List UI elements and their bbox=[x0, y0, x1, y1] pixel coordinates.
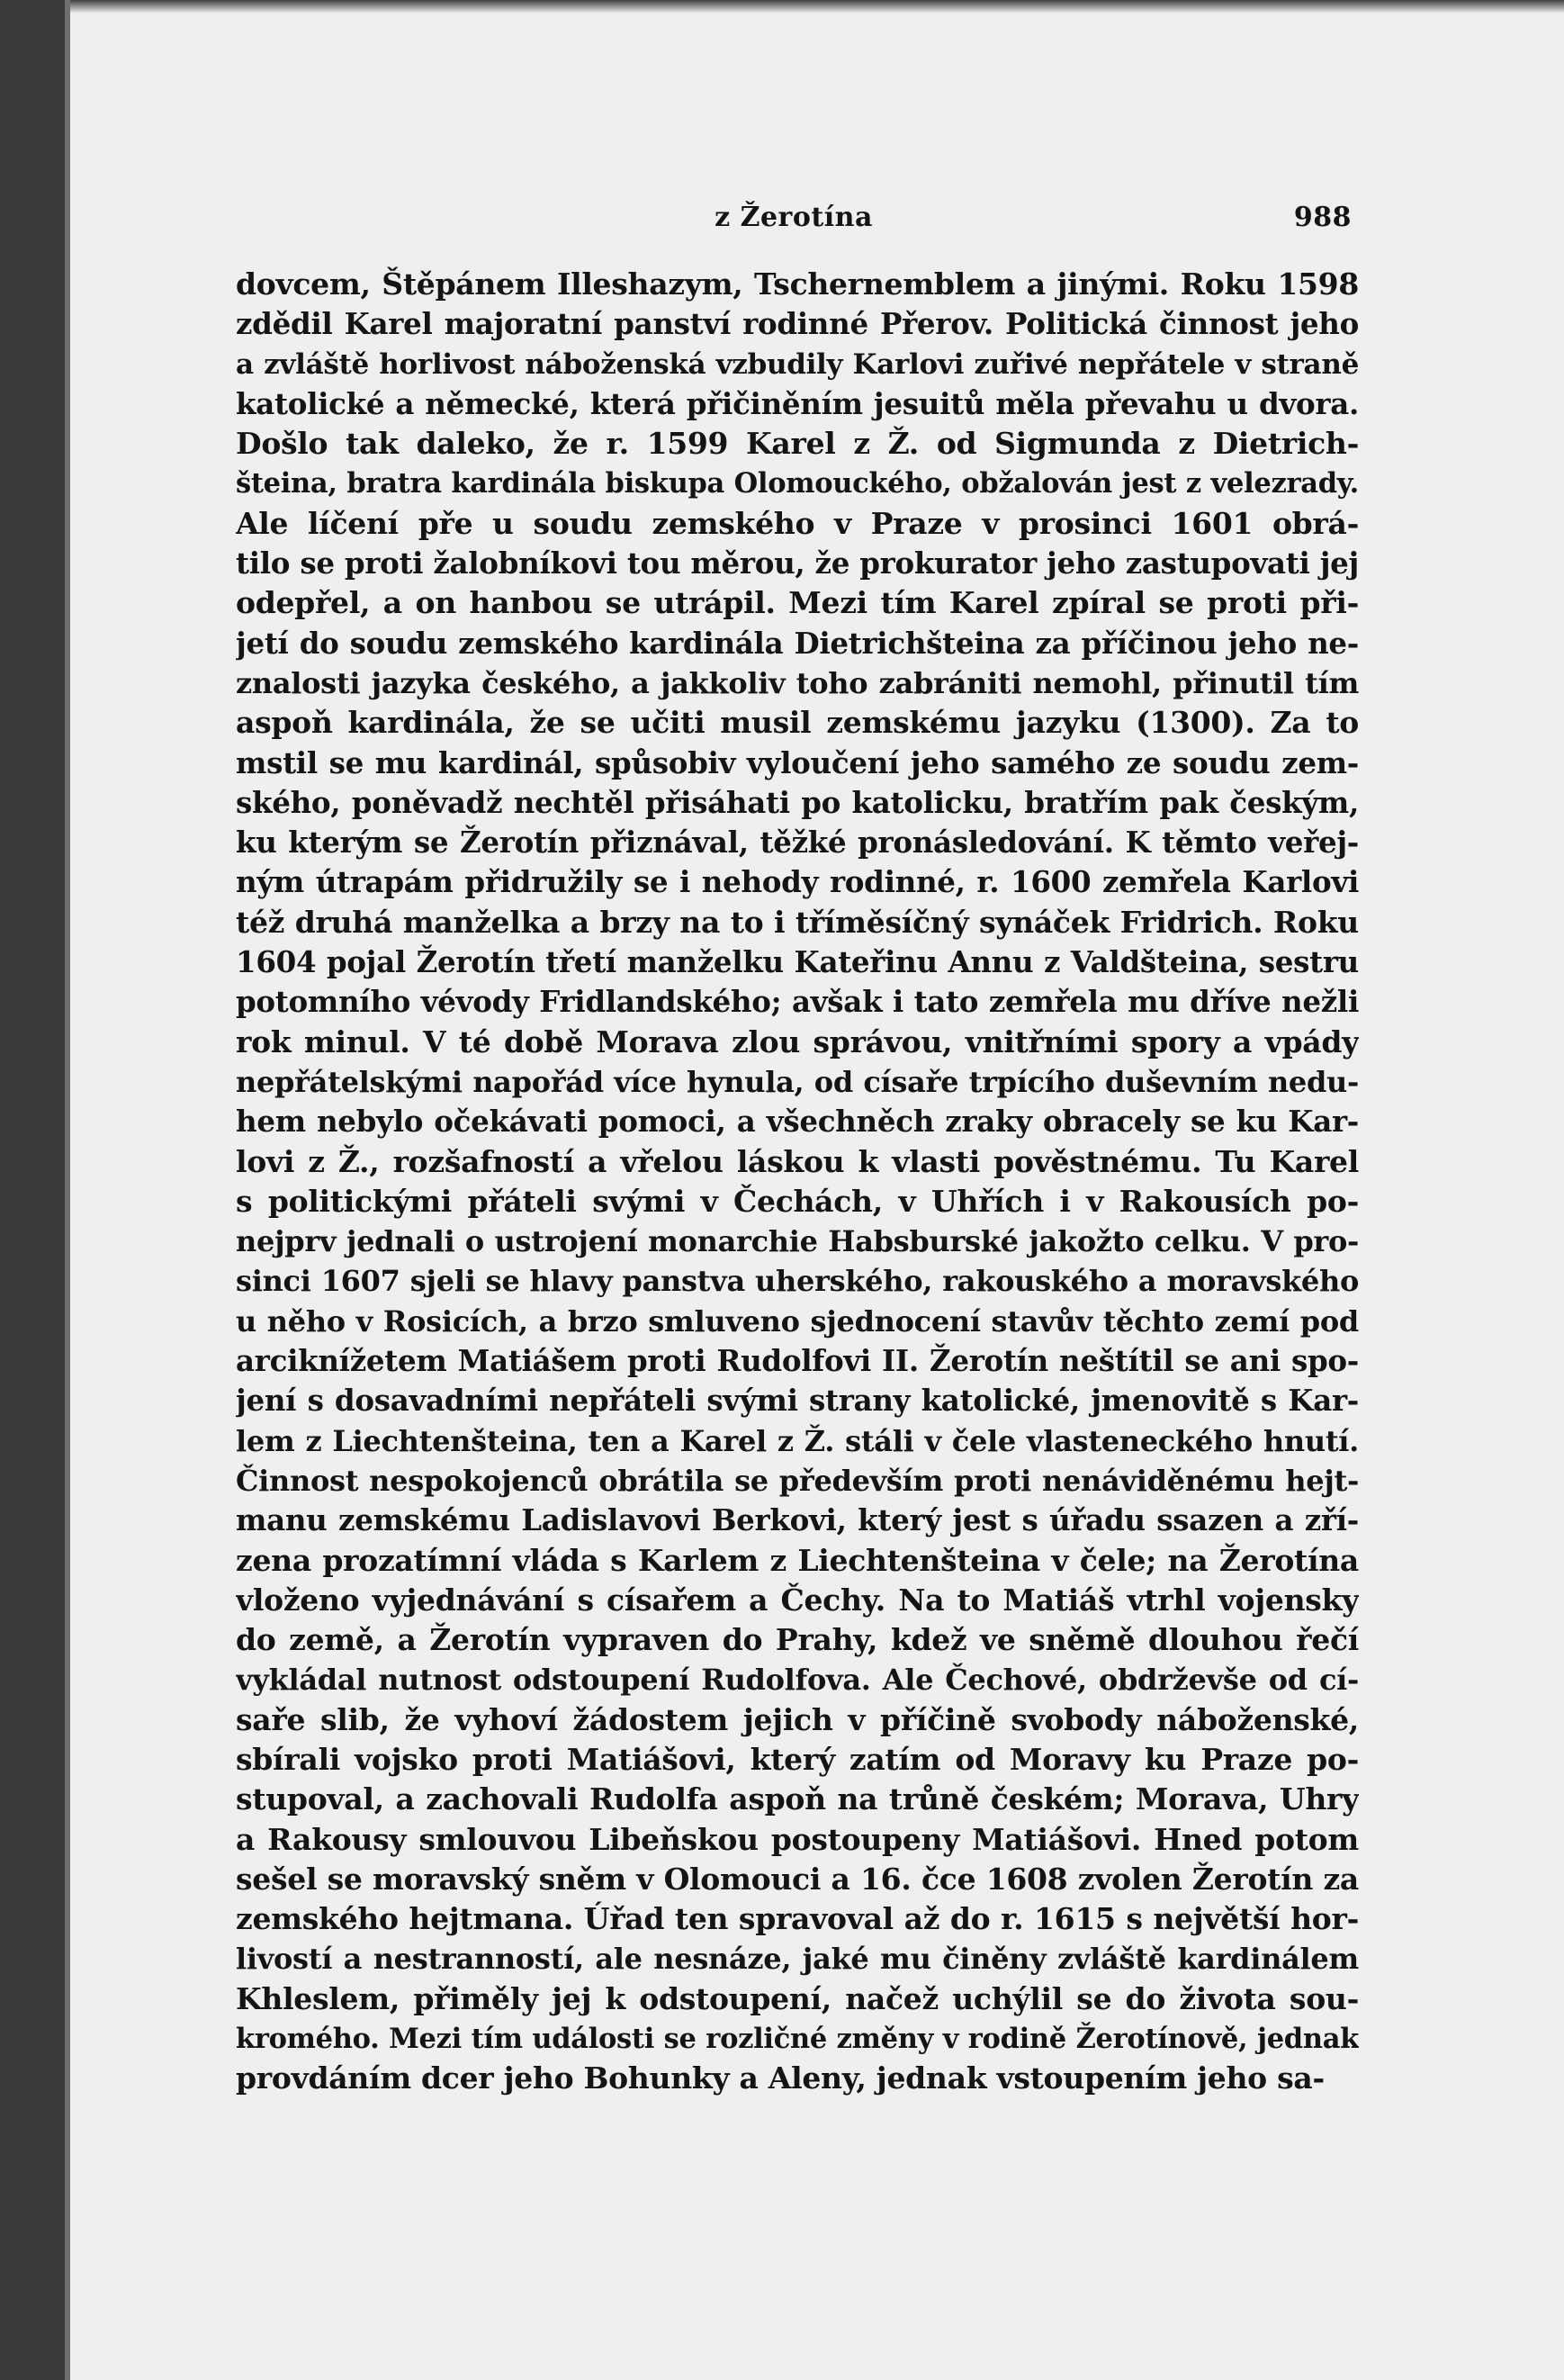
text-line: mstil se mu kardinál, spůsobiv vyloučení jeho samého ze soudu zem- bbox=[236, 744, 1359, 780]
text-line: vloženo vyjednávání s císařem a Čechy. Na to Matiáš vtrhl vojensky bbox=[236, 1582, 1359, 1618]
book-page bbox=[70, 13, 1564, 2380]
text-line: jení s dosavadními nepřáteli svými strany katolické, jmenovitě s Kar- bbox=[236, 1383, 1359, 1419]
text-line: Khleslem, přiměly jej k odstoupení, načež uchýlil se do života sou- bbox=[236, 1980, 1359, 2016]
text-line: stupoval, a zachovali Rudolfa aspoň na trůně českém; Morava, Uhry bbox=[236, 1781, 1359, 1817]
running-header bbox=[236, 202, 1352, 238]
text-line: 1604 pojal Žerotín třetí manželku Kateřinu Annu z Valdšteina, sestru bbox=[236, 944, 1359, 980]
scan-top-edge bbox=[70, 0, 1564, 13]
text-line: ského, poněvadž nechtěl přisáhati po katolicku, bratřím pak českým, bbox=[236, 784, 1359, 820]
text-line: lem z Liechtenšteina, ten a Karel z Ž. stáli v čele vlasteneckého hnutí. bbox=[236, 1423, 1359, 1458]
text-line: rok minul. V té době Morava zlou správou, vnitřními spory a vpády bbox=[236, 1023, 1359, 1059]
text-line: manu zemskému Ladislavovi Berkovi, který jest s úřadu ssazen a zří- bbox=[236, 1502, 1359, 1538]
page-number: 988 bbox=[1293, 202, 1352, 233]
text-line: šteina, bratra kardinála biskupa Olomouckého, obžalován jest z velezrady. bbox=[236, 467, 1359, 500]
text-line: nejprv jednali o ustrojení monarchie Habsburské jakožto celku. V pro- bbox=[236, 1224, 1359, 1259]
text-line: tilo se proti žalobníkovi tou měrou, že prokurator jeho zastupovati jej bbox=[236, 545, 1359, 581]
text-line: sešel se moravský sněm v Olomouci a 16. čce 1608 zvolen Žerotín za bbox=[236, 1861, 1359, 1897]
text-line: zdědil Karel majoratní panství rodinné Přerov. Politická činnost jeho bbox=[236, 306, 1359, 342]
text-line: odepřel, a on hanbou se utrápil. Mezi tím Karel zpíral se proti při- bbox=[236, 585, 1359, 621]
body-text bbox=[236, 265, 1359, 2099]
text-line: ným útrapám přidružily se i nehody rodinné, r. 1600 zemřela Karlovi bbox=[236, 864, 1359, 900]
text-line: jetí do soudu zemského kardinála Dietrichšteina za příčinou jeho ne- bbox=[236, 625, 1359, 661]
text-line: vykládal nutnost odstoupení Rudolfova. Ale Čechové, obdrževše od cí- bbox=[236, 1663, 1359, 1698]
text-line: znalosti jazyka českého, a jakkoliv toho zabrániti nemohl, přinutil tím bbox=[236, 665, 1359, 700]
text-line: Došlo tak daleko, že r. 1599 Karel z Ž. od Sigmunda z Dietrich- bbox=[236, 426, 1359, 462]
text-line: nepřátelskými napořád více hynula, od císaře trpícího duševním nedu- bbox=[236, 1064, 1359, 1099]
text-line: a Rakousy smlouvou Libeňskou postoupeny Matiášovi. Hned potom bbox=[236, 1821, 1359, 1857]
text-line: aspoň kardinála, že se učiti musil zemskému jazyku (1300). Za to bbox=[236, 705, 1359, 741]
text-line: Ale líčení pře u soudu zemského v Praze v prosinci 1601 obrá- bbox=[236, 505, 1359, 541]
text-line: potomního vévody Fridlandského; avšak i tato zemřela mu dříve nežli bbox=[236, 984, 1359, 1020]
text-line: provdáním dcer jeho Bohunky a Aleny, jednak vstoupením jeho sa- bbox=[236, 2060, 1325, 2096]
text-line: ku kterým se Žerotín přiznával, těžké pronásledování. K těmto veřej- bbox=[236, 825, 1359, 861]
text-line: s politickými přáteli svými v Čechách, v Uhřích i v Rakousích po- bbox=[236, 1183, 1359, 1219]
text-line: a zvláště horlivost náboženská vzbudily Karlovi zuřivé nepřátele v straně bbox=[236, 347, 1359, 381]
text-line: do země, a Žerotín vypraven do Prahy, kdež ve sněmě dlouhou řečí bbox=[236, 1622, 1359, 1658]
text-line: arciknížetem Matiášem proti Rudolfovi II. Žerotín neštítil se ani spo- bbox=[236, 1343, 1359, 1379]
text-line: lovi z Ž., rozšafností a vřelou láskou k vlasti pověstnému. Tu Karel bbox=[236, 1143, 1359, 1179]
text-line: sinci 1607 sjeli se hlavy panstva uherského, rakouského a moravského bbox=[236, 1264, 1359, 1299]
text-line: livostí a nestranností, ale nesnáze, jaké mu činěny zvláště kardinálem bbox=[236, 1942, 1359, 1977]
text-line: u něho v Rosicích, a brzo smluveno sjednocení stavův těchto zemí pod bbox=[236, 1303, 1359, 1339]
text-line: dovcem, Štěpánem Illeshazym, Tschernemblem a jinými. Roku 1598 bbox=[236, 266, 1359, 302]
running-title: z Žerotína bbox=[715, 202, 873, 233]
text-line: zemského hejtmana. Úřad ten spravoval až do r. 1615 s největší hor- bbox=[236, 1901, 1359, 1937]
text-line: zena prozatímní vláda s Karlem z Liechtenšteina v čele; na Žerotína bbox=[236, 1542, 1359, 1578]
text-line: sbírali vojsko proti Matiášovi, který zatím od Moravy ku Praze po- bbox=[236, 1741, 1359, 1777]
text-line: hem nebylo očekávati pomoci, a všechněch zraky obracely se ku Kar- bbox=[236, 1104, 1359, 1140]
text-line: Činnost nespokojenců obrátila se především proti nenáviděnému hejt- bbox=[236, 1463, 1359, 1498]
text-line: kromého. Mezi tím události se rozličné změny v rodině Žerotínově, jednak bbox=[236, 2023, 1359, 2056]
text-line: katolické a německé, která přičiněním jesuitů měla převahu u dvora. bbox=[236, 385, 1359, 421]
text-line: též druhá manželka a brzy na to i tříměsíčný synáček Fridrich. Roku bbox=[236, 904, 1359, 940]
scan-left-edge bbox=[0, 0, 70, 2380]
text-line: saře slib, že vyhoví žádostem jejich v příčině svobody náboženské, bbox=[236, 1701, 1359, 1737]
